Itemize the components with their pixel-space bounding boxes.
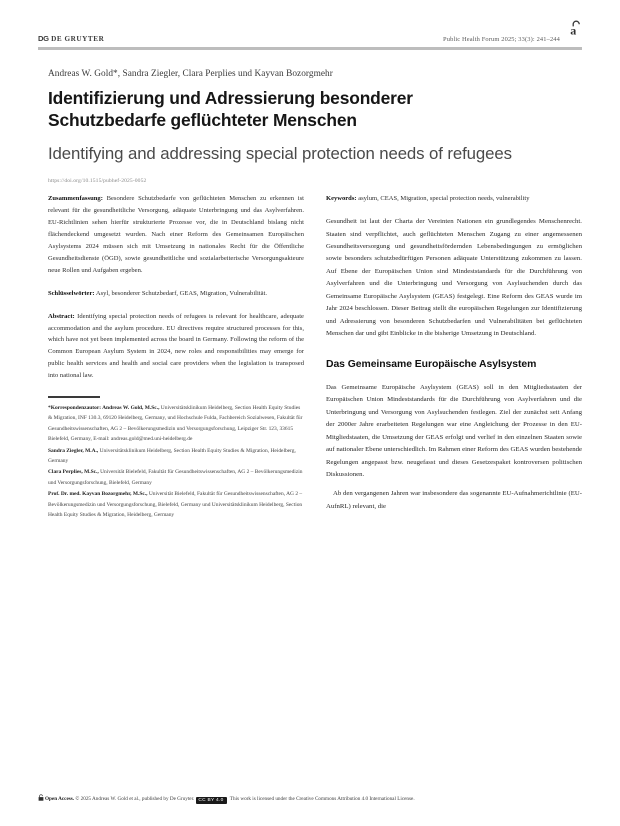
open-access-icon-small [38,794,44,801]
affiliations-block [48,396,304,521]
affiliation-author-address: Universität Bielefeld, Fakultät für Gesundheitswissenschaften, AG 2 – Bevölkerungsmedizin und Versorgungsforschung, Bielefeld, Germany und Universitätsklinikum Heidelberg, Section Health Equity Studies & Migration, Heidelberg, Germany [48,491,303,519]
corresponding-author-name: *Korrespondenzautor: Andreas W. Gold, M.Sc., [48,404,160,411]
license-copyright: © 2025 Andreas W. Gold et al., published by De Gruyter. [74,795,195,802]
corresponding-author [48,403,304,445]
abstract-en-label: Abstract: [48,312,75,320]
keywords-de-label: Schlüsselwörter: [48,289,95,297]
affiliation-author-address: Universitätsklinikum Heidelberg, Section Health Equity Studies & Migration, Heidelberg, Germany [48,447,296,464]
abstract-de-label: Zusammenfassung: [48,195,103,203]
abstract-en [48,311,304,382]
abstract-de [48,193,304,276]
publisher-logo [38,35,104,43]
article-columns [48,193,582,521]
abstract-de-text: Besondere Schutzbedarfe von geflüchteten Menschen zu erkennen ist relevant für die gesundheitliche Versorgung, adäquate Unterbringung und das Asylverfahren. EU-Richtlinien sehen hierfür strukturierte Prozesse vor, die in Deutschland bislang nicht flächendeckend umgesetzt wurden. Nach einer Reform des Gemeinsamen Europäischen Asylsystems 2024 müssen sich mit Umsetzung in nationales Recht für die Öffentliche Gesundheitsdienste (ÖGD), sowie gesundheitliche und sozialarbeiterische Versorgungsakteure neue Rollen und Aufgaben ergeben. [48,195,304,274]
keywords-de-text: Asyl, besonderer Schutzbedarf, GEAS, Migration, Vulnerabilität. [95,289,267,297]
journal-citation: Public Health Forum 2025; 33(3): 241–244 [443,35,560,43]
page-title: Identifizierung und Adressierung besonderer Schutzbedarfe geflüchteter Menschen [48,88,413,131]
publisher-name: DE GRUYTER [51,34,105,43]
column-right [326,193,582,521]
body-paragraph: Das Gemeinsame Europäische Asylsystem (GEAS) soll in den Mitgliedsstaaten der Europäischen Union Mindeststandards für die Durchführung von Asylverfahren und die Unterbringung und Versorgung von Asylsuchenden festlegen. Ziel der zunächst seit Anfang der 2000er Jahre erarbeiteten Regelungen war eine Angleichung der Prozesse in den EU-Mitgliedstaaten, die Umsetzung der GEAS erfolgt und verlief in den einzelnen Staaten sowie auf nationaler Ebene unterschiedlich. Im Rahmen einer Reform des GEAS wurden bestehende Regelungen angepasst bzw. neugefasst und dieses Gesetzespaket kontroversen politischen Diskussionen. [326,384,582,478]
keywords-en-text: asylum, CEAS, Migration, special protection needs, vulnerability [358,195,530,203]
cc-license-badge: CC BY 4.0 [196,797,226,805]
open-access-lock-icon [568,18,584,38]
body-paragraph: Gesundheit ist laut der Charta der Vereinten Nationen ein grundlegendes Menschenrecht. Staaten sind verpflichtet, auch geflüchteten Menschen Zugang zu einer angemessenen Gesundheitsversorgung und gesundheitsfördernden Lebensbedingungen zu ermöglichen sowie besonders schutzbedürftigen Personen adäquate Unterstützung zukommen zu lassen. Auf Ebene der Europäischen Union sind Mindeststandards für die Durchführung von Asylverfahren und die Unterbringung und Versorgung von Asylsuchenden durch das Gemeinsame Europäische Asylsystem (GEAS) festgelegt. Eine Reform des GEAS wurde im Jahr 2024 beschlossen. Dieser Beitrag stellt die europäischen Regelungen zur Identifizierung und Adressierung von besonderen Schutzbedarfen und Vulnerabilitäten bei geflüchteten Menschen dar und gibt Einblicke in die bisherige Umsetzung in Deutschland. [326,218,582,337]
author-line: Andreas W. Gold*, Sandra Ziegler, Clara Perplies und Kayvan Bozorgmehr [48,69,333,80]
affiliation-author-name: Clara Perplies, M.Sc., [48,469,99,476]
affiliation-author [48,467,304,488]
corresponding-author-address: Universitätsklinikum Heidelberg, Section Health Equity Studies & Migration, INF 130.3, 69120 Heidelberg, Germany, und Hochschule Fulda, Fachbereich Sozialwesen, Fakultät für Gesundheitswissenschaften, AG 2 – Bevölkerungsmedizin und Versorgungsforschung, Leipziger Str. 123, 33615 Bielefeld, Germany, E-mail: andreas.gold@med.uni-heidelberg.de [48,404,303,443]
affiliation-author-name: Prof. Dr. med. Kayvan Bozorgmehr, M.Sc., [48,491,148,498]
abstract-en-text: Identifying special protection needs of refugees is relevant for healthcare, adequate accommodation and the asylum procedure. EU directives require structured processes for this, which have not yet been implemented across the board in Germany. Following the reform of the Common European Asylum System in 2024, new roles and responsibilities may emerge for public health services and health and social care providers when the legislation is transposed into national law. [48,312,304,380]
column-left [48,193,304,521]
license-open-access-label: Open Access. [45,795,75,802]
doi-link[interactable]: https://doi.org/10.1515/pubhef-2025-0052 [48,178,147,185]
affiliation-author-name: Sandra Ziegler, M.A., [48,447,99,454]
section-heading: Das Gemeinsame Europäische Asylsystem [326,359,537,371]
keywords-de [48,288,304,300]
body-paragraph: Ab den vergangenen Jahren war insbesondere das sogenannte EU-Aufnahmerichtlinie (EU-AufnRL) relevant, die [326,490,582,510]
header-rule [38,47,582,50]
keywords-en [326,193,582,205]
license-terms: This work is licensed under the Creative Commons Attribution 4.0 International License. [228,795,415,802]
license-footer [38,794,582,805]
page-subtitle: Identifying and addressing special protection needs of refugees [48,144,512,164]
affiliation-author-address: Universität Bielefeld, Fakultät für Gesundheitswissenschaften, AG 2 – Bevölkerungsmedizin und Versorgungsforschung, Bielefeld, Germany [48,469,303,486]
affiliation-rule [48,396,100,398]
keywords-en-label: Keywords: [326,195,357,203]
svg-text:a: a [570,23,577,37]
affiliation-author [48,446,304,467]
running-head [38,23,582,43]
affiliation-author [48,489,304,520]
publisher-mark: DG [38,33,49,43]
